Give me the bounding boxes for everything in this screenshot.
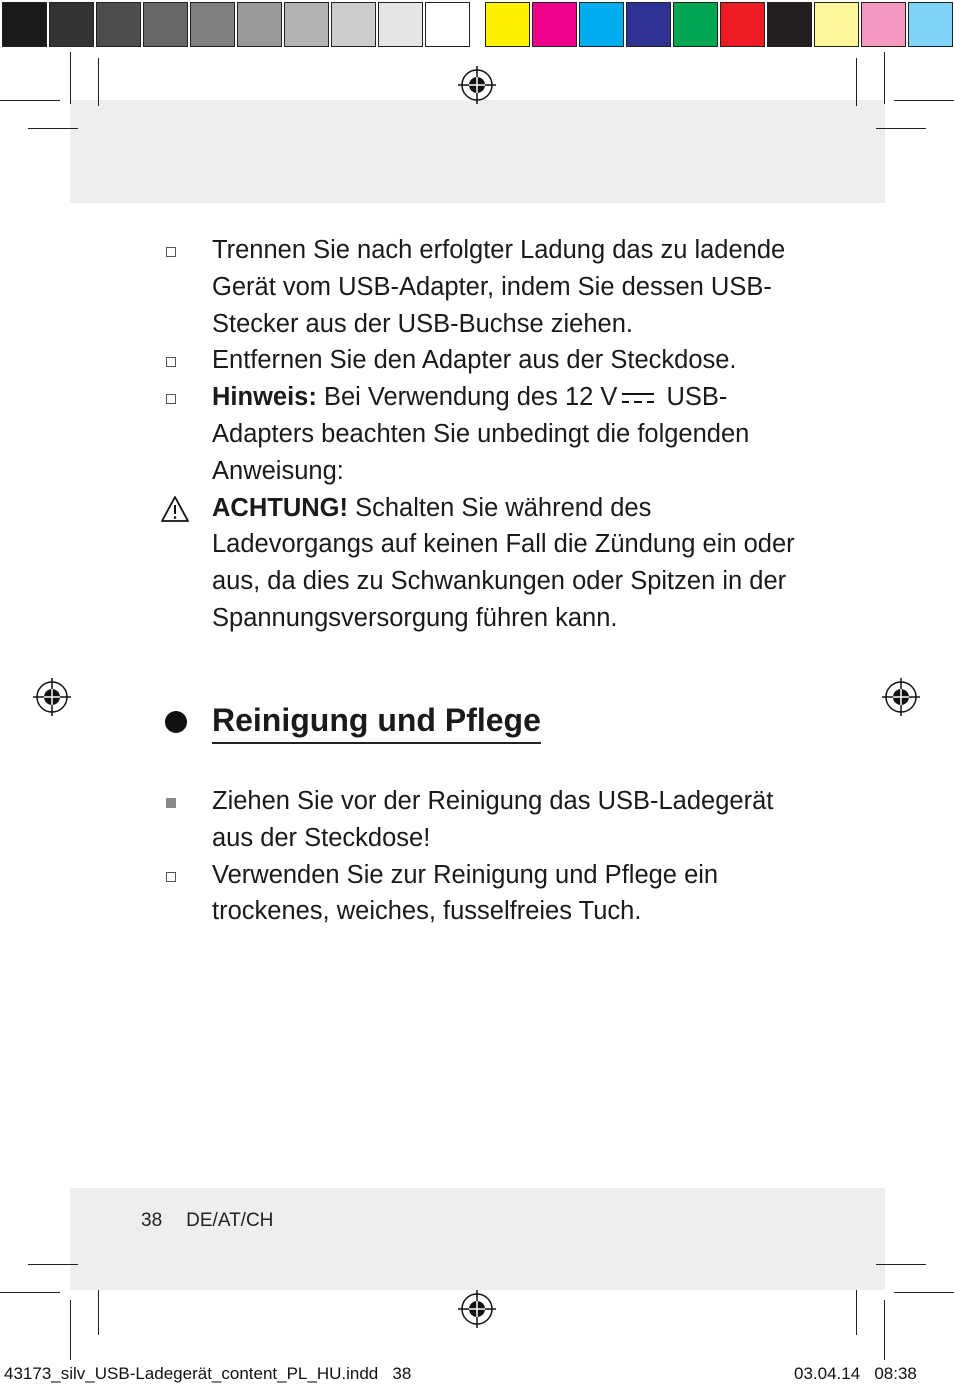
color-swatch: [908, 2, 953, 47]
color-swatch: [532, 2, 577, 47]
cleaning-list: [160, 783, 800, 930]
gray-calibration-bar: [0, 0, 470, 50]
gray-swatch: [2, 2, 47, 47]
square-bullet-icon: [166, 357, 176, 367]
list-item: [160, 342, 800, 379]
gray-swatch: [143, 2, 188, 47]
crop-mark: [876, 128, 926, 129]
note-text-a: Bei Verwendung des 12 V: [316, 383, 618, 412]
note-text-b: USB-Adapters beachten Sie unbedingt die folgenden Anweisung:: [212, 383, 750, 485]
region-label: DE/AT/CH: [186, 1210, 274, 1231]
square-bullet-icon: [166, 394, 176, 404]
gray-swatch: [378, 2, 423, 47]
crop-mark: [894, 100, 954, 101]
list-item: [160, 232, 800, 342]
direct-current-symbol-icon: [621, 391, 655, 405]
color-swatch: [767, 2, 812, 47]
gray-swatch: [96, 2, 141, 47]
gray-swatch: [284, 2, 329, 47]
gray-swatch: [331, 2, 376, 47]
heading-bullet-icon: [165, 711, 187, 733]
crop-mark: [876, 1264, 926, 1265]
crop-mark: [98, 58, 99, 106]
color-swatch: [720, 2, 765, 47]
footer-band: [70, 1188, 885, 1290]
color-swatch: [861, 2, 906, 47]
crop-mark: [70, 1300, 71, 1360]
warning-text: Schalten Sie während des Ladevorgangs auf keinen Fall die Zündung ein oder aus, da dies zu Schwankungen oder Spitzen in der Spannungsversorgung führen kann.: [212, 493, 795, 632]
registration-mark-icon: [458, 1290, 496, 1328]
crop-mark: [856, 1290, 857, 1335]
date-slug: 03.04.14 08:38: [794, 1364, 917, 1383]
list-item-text: Trennen Sie nach erfolgter Ladung das zu ladende Gerät vom USB-Adapter, indem Sie dessen USB-Stecker aus der USB-Buchse ziehen.: [212, 236, 786, 338]
section-heading: [165, 700, 541, 744]
color-swatch: [485, 2, 530, 47]
page-number: 38: [141, 1210, 163, 1231]
list-item-text: Verwenden Sie zur Reinigung und Pflege ein trockenes, weiches, fusselfreies Tuch.: [212, 860, 719, 926]
crop-mark: [884, 52, 885, 104]
registration-mark-icon: [882, 678, 920, 716]
gray-swatch: [190, 2, 235, 47]
filled-square-bullet-icon: [166, 798, 176, 808]
gray-swatch: [49, 2, 94, 47]
warning-icon: [160, 495, 190, 523]
crop-mark: [0, 100, 60, 101]
list-item: [160, 783, 800, 857]
file-slug: 43173_silv_USB-Ladegerät_content_PL_HU.indd 38: [4, 1364, 412, 1383]
note-label: Hinweis:: [212, 383, 317, 412]
gray-swatch: [425, 2, 470, 47]
color-swatch: [579, 2, 624, 47]
registration-mark-icon: [33, 678, 71, 716]
color-swatch: [814, 2, 859, 47]
warning-label: ACHTUNG!: [212, 493, 348, 522]
crop-mark: [28, 128, 78, 129]
crop-mark: [0, 1292, 60, 1293]
list-item-text: Entfernen Sie den Adapter aus der Steckdose.: [212, 346, 737, 375]
section-title: Reinigung und Pflege: [212, 700, 541, 744]
crop-mark: [70, 52, 71, 104]
crop-mark: [894, 1292, 954, 1293]
header-band: [70, 100, 885, 203]
crop-mark: [28, 1264, 78, 1265]
gray-swatch: [237, 2, 282, 47]
note-item: [160, 379, 800, 489]
square-bullet-icon: [166, 247, 176, 257]
registration-mark-icon: [458, 66, 496, 104]
crop-mark: [856, 58, 857, 106]
list-item: [160, 857, 800, 931]
warning-item: [160, 490, 800, 637]
crop-mark: [884, 1300, 885, 1360]
color-swatch: [673, 2, 718, 47]
list-item-text: Ziehen Sie vor der Reinigung das USB-Ladegerät aus der Steckdose!: [212, 787, 774, 852]
page-footer: [141, 1210, 273, 1232]
crop-mark: [98, 1290, 99, 1335]
color-calibration-bar: [483, 0, 953, 50]
color-swatch: [626, 2, 671, 47]
square-bullet-icon: [166, 872, 176, 882]
instruction-list: [160, 232, 800, 637]
